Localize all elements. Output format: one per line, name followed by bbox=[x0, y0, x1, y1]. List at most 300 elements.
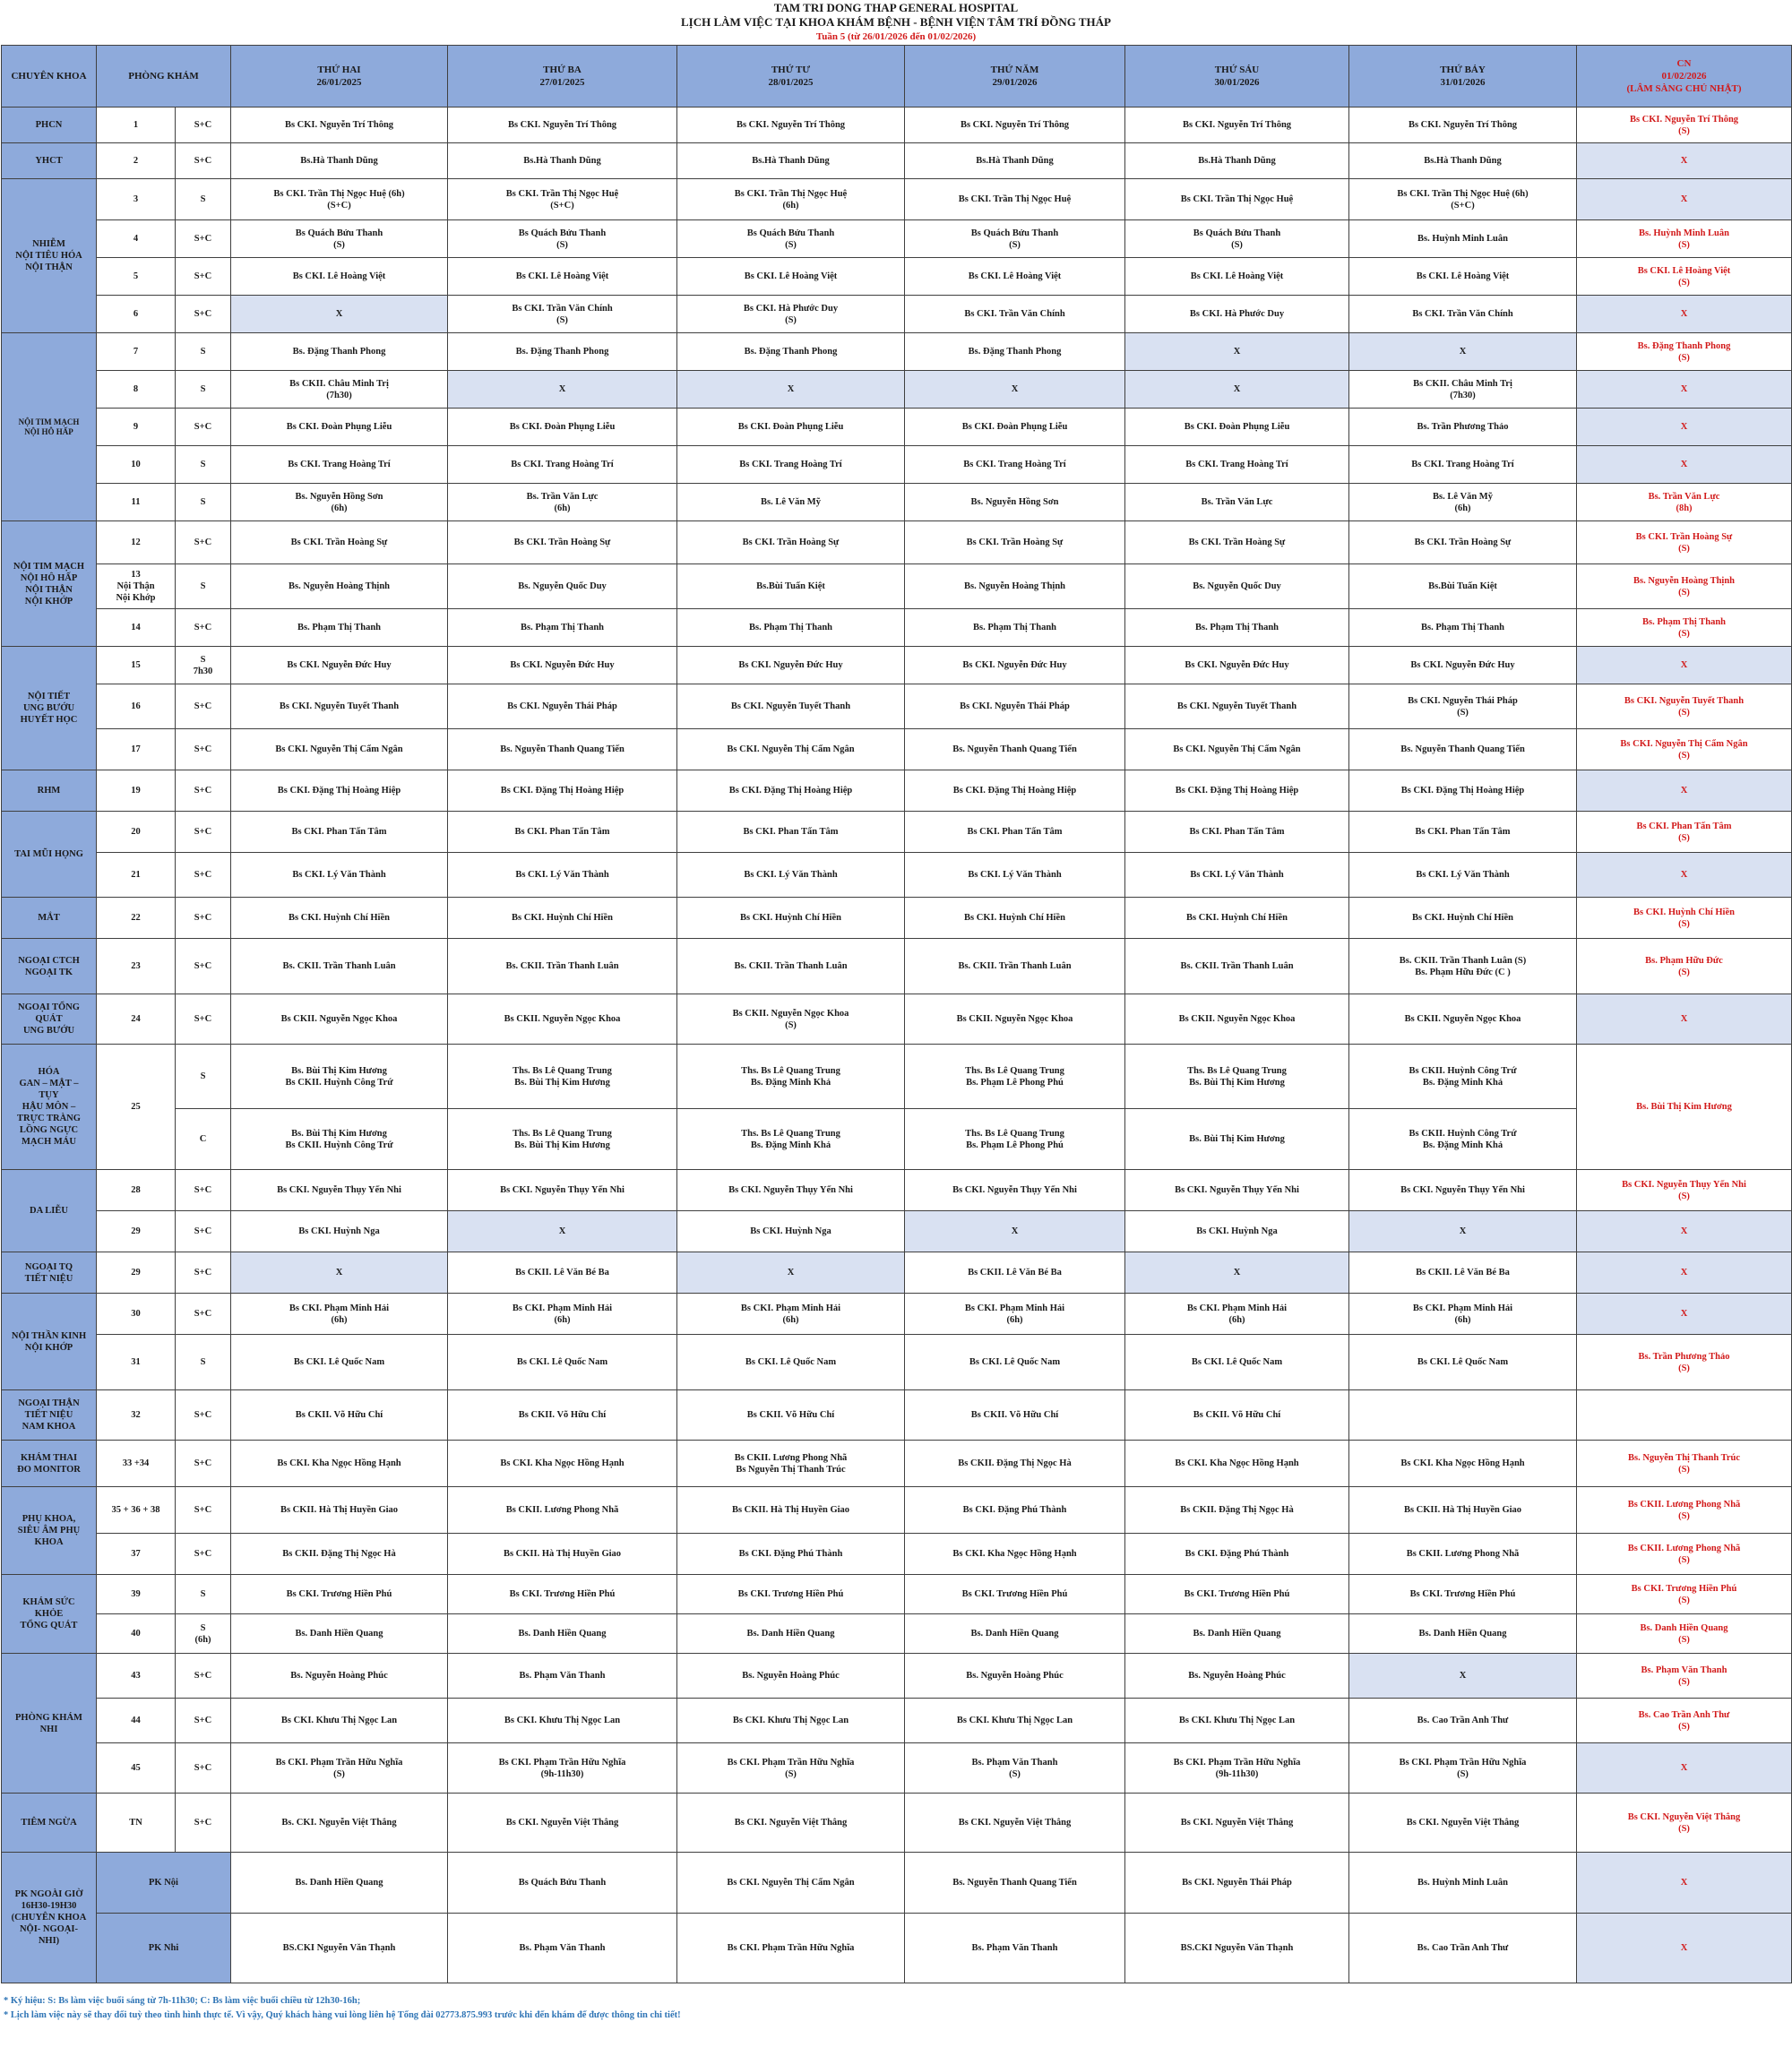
sunday-cell: X bbox=[1577, 371, 1792, 409]
doctor-cell: Bs CKI. Phan Tấn Tâm bbox=[905, 812, 1125, 853]
schedule-row bbox=[2, 521, 1792, 564]
room-number-cell: 22 bbox=[97, 898, 176, 939]
schedule-row bbox=[2, 1575, 1792, 1614]
schedule-row bbox=[2, 647, 1792, 684]
doctor-cell: Bs CKI. Lê Hoàng Việt bbox=[448, 258, 677, 296]
sunday-cell: X bbox=[1577, 1743, 1792, 1794]
doctor-cell: Ths. Bs Lê Quang Trung Bs. Bùi Thị Kim Hương bbox=[448, 1045, 677, 1109]
sunday-cell: X bbox=[1577, 994, 1792, 1045]
doctor-cell: Bs CKI. Đặng Phú Thành bbox=[905, 1487, 1125, 1534]
col-day-header bbox=[1125, 46, 1349, 108]
doctor-cell: X bbox=[1349, 333, 1577, 371]
doctor-cell: Bs CKI. Nguyễn Trí Thông bbox=[905, 108, 1125, 143]
doctor-cell: Bs CKI. Trang Hoàng Trí bbox=[448, 446, 677, 484]
schedule-row bbox=[2, 1335, 1792, 1390]
doctor-cell: Bs CKI. Trần Thị Ngọc Huệ (S+C) bbox=[448, 179, 677, 220]
schedule-row bbox=[2, 770, 1792, 812]
day-date: 31/01/2026 bbox=[1440, 77, 1486, 88]
doctor-cell: Bs CKI. Đặng Thị Hoàng Hiệp bbox=[1125, 770, 1349, 812]
department-cell: KHÁM SỨC KHỎE TỔNG QUÁT bbox=[2, 1575, 97, 1654]
session-cell: S (6h) bbox=[176, 1614, 231, 1654]
room-number-cell: 8 bbox=[97, 371, 176, 409]
doctor-cell: BS.CKI Nguyễn Văn Thạnh bbox=[231, 1914, 448, 1983]
doctor-cell: Bs CKII. Hà Thị Huyền Giao bbox=[231, 1487, 448, 1534]
schedule-row bbox=[2, 1654, 1792, 1699]
schedule-row bbox=[2, 1294, 1792, 1335]
doctor-cell: Bs CKI. Phạm Trần Hữu Nghĩa (S) bbox=[231, 1743, 448, 1794]
doctor-cell: Bs CKI. Trần Hoàng Sự bbox=[1125, 521, 1349, 564]
sunday-cell: X bbox=[1577, 1914, 1792, 1983]
room-number-cell: 6 bbox=[97, 296, 176, 333]
room-number-cell: 4 bbox=[97, 220, 176, 258]
doctor-cell: Bs CKI. Trương Hiền Phú bbox=[905, 1575, 1125, 1614]
session-cell: S bbox=[176, 179, 231, 220]
page-title: LỊCH LÀM VIỆC TẠI KHOA KHÁM BỆNH - BỆNH VIỆN TÂM TRÍ ĐỒNG THÁP bbox=[681, 15, 1111, 29]
clinic-cell: PK Nhi bbox=[97, 1914, 231, 1983]
schedule-row bbox=[2, 853, 1792, 898]
department-cell: NỘI TIM MẠCH NỘI HÔ HẤP NỘI THẬN NỘI KHỚP bbox=[2, 521, 97, 647]
doctor-cell: Bs. Phạm Thị Thanh bbox=[1125, 609, 1349, 647]
schedule-row bbox=[2, 143, 1792, 179]
schedule-row bbox=[2, 446, 1792, 484]
doctor-cell: Ths. Bs Lê Quang Trung Bs. Bùi Thị Kim Hương bbox=[1125, 1045, 1349, 1109]
doctor-cell: Bs CKI. Phan Tấn Tâm bbox=[677, 812, 905, 853]
doctor-cell: Bs. Nguyễn Quốc Duy bbox=[1125, 564, 1349, 609]
sunday-cell bbox=[1577, 1390, 1792, 1441]
doctor-cell: Bs. Phạm Thị Thanh bbox=[448, 609, 677, 647]
session-cell: S bbox=[176, 1575, 231, 1614]
department-cell: PHCN bbox=[2, 108, 97, 143]
sunday-cell: Bs CKI. Nguyễn Thụy Yến Nhi (S) bbox=[1577, 1170, 1792, 1211]
session-cell: S+C bbox=[176, 143, 231, 179]
doctor-cell: Bs. Lê Văn Mỹ (6h) bbox=[1349, 484, 1577, 521]
day-name: THỨ HAI bbox=[317, 65, 361, 75]
sunday-cell: Bs. Phạm Thị Thanh (S) bbox=[1577, 609, 1792, 647]
disclaimer-note: * Lịch làm việc này sẽ thay đổi tuỳ theo tình hình thực tế. Vì vậy, Quý khách hàng vui lòng liên hệ Tổng đài 02773.875.993 trước khi đến khám để được thông tin chi tiết! bbox=[4, 2010, 681, 2020]
doctor-cell: Bs CKI. Nguyễn Thụy Yến Nhi bbox=[1349, 1170, 1577, 1211]
doctor-cell: Bs CKI. Nguyễn Đức Huy bbox=[1125, 647, 1349, 684]
sunday-cell: Bs CKII. Lương Phong Nhã (S) bbox=[1577, 1487, 1792, 1534]
session-cell: S bbox=[176, 1335, 231, 1390]
session-cell: S+C bbox=[176, 1534, 231, 1575]
room-number-cell: 11 bbox=[97, 484, 176, 521]
schedule-row bbox=[2, 484, 1792, 521]
doctor-cell: Bs Quách Bửu Thanh (S) bbox=[905, 220, 1125, 258]
doctor-cell: Bs CKI. Phạm Trần Hữu Nghĩa (9h-11h30) bbox=[448, 1743, 677, 1794]
hospital-name: TAM TRI DONG THAP GENERAL HOSPITAL bbox=[773, 1, 1019, 14]
doctor-cell: Bs CKI. Khưu Thị Ngọc Lan bbox=[1125, 1699, 1349, 1743]
doctor-cell: Bs CKI. Lê Hoàng Việt bbox=[1125, 258, 1349, 296]
room-number-cell: 19 bbox=[97, 770, 176, 812]
doctor-cell: Bs CKII. Lương Phong Nhã bbox=[1349, 1534, 1577, 1575]
doctor-cell: X bbox=[677, 371, 905, 409]
doctor-cell: Bs. CKII. Trần Thanh Luân bbox=[1125, 939, 1349, 994]
doctor-cell: Bs CKI. Hà Phước Duy bbox=[1125, 296, 1349, 333]
doctor-cell: X bbox=[1125, 333, 1349, 371]
session-cell: S+C bbox=[176, 220, 231, 258]
department-cell: NGOẠI THẬN TIẾT NIỆU NAM KHOA bbox=[2, 1390, 97, 1441]
doctor-cell: Bs CKI. Đặng Thị Hoàng Hiệp bbox=[677, 770, 905, 812]
doctor-cell: Bs CKI. Đặng Thị Hoàng Hiệp bbox=[905, 770, 1125, 812]
doctor-cell: Bs CKI. Nguyễn Đức Huy bbox=[905, 647, 1125, 684]
doctor-cell: Bs. Nguyễn Hoàng Phúc bbox=[905, 1654, 1125, 1699]
sunday-cell: X bbox=[1577, 179, 1792, 220]
session-cell: S bbox=[176, 333, 231, 371]
session-cell: S bbox=[176, 371, 231, 409]
col-day-header bbox=[231, 46, 448, 108]
doctor-cell: Ths. Bs Lê Quang Trung Bs. Bùi Thị Kim Hương bbox=[448, 1109, 677, 1170]
doctor-cell: Bs CKI. Kha Ngọc Hồng Hạnh bbox=[1125, 1441, 1349, 1487]
doctor-cell: Bs. Danh Hiền Quang bbox=[1125, 1614, 1349, 1654]
session-cell: S+C bbox=[176, 1487, 231, 1534]
sunday-cell: Bs. Nguyễn Hoàng Thịnh (S) bbox=[1577, 564, 1792, 609]
schedule-row bbox=[2, 1252, 1792, 1294]
sunday-cell: X bbox=[1577, 1294, 1792, 1335]
session-cell: S+C bbox=[176, 1294, 231, 1335]
doctor-cell: Bs CKII. Nguyễn Ngọc Khoa bbox=[1125, 994, 1349, 1045]
doctor-cell: Bs. Nguyễn Hoàng Phúc bbox=[677, 1654, 905, 1699]
session-cell: S 7h30 bbox=[176, 647, 231, 684]
room-number-cell: 1 bbox=[97, 108, 176, 143]
doctor-cell: Bs CKI. Trần Thị Ngọc Huệ (6h) bbox=[677, 179, 905, 220]
doctor-cell: Bs CKI. Phạm Trần Hữu Nghĩa (S) bbox=[1349, 1743, 1577, 1794]
schedule-row bbox=[2, 898, 1792, 939]
doctor-cell: Bs CKI. Trang Hoàng Trí bbox=[1349, 446, 1577, 484]
doctor-cell: Bs CKI. Kha Ngọc Hồng Hạnh bbox=[448, 1441, 677, 1487]
doctor-cell: Bs CKI. Nguyễn Thái Pháp bbox=[1125, 1853, 1349, 1914]
sunday-cell: Bs CKI. Nguyễn Thị Cẩm Ngân (S) bbox=[1577, 729, 1792, 770]
col-day-header bbox=[905, 46, 1125, 108]
department-cell: NGOẠI TQ TIẾT NIỆU bbox=[2, 1252, 97, 1294]
day-date: 30/01/2026 bbox=[1214, 77, 1260, 88]
doctor-cell: Bs. Phạm Thị Thanh bbox=[1349, 609, 1577, 647]
department-cell: NỘI THẦN KINH NỘI KHỚP bbox=[2, 1294, 97, 1390]
room-number-cell: 12 bbox=[97, 521, 176, 564]
session-cell: S+C bbox=[176, 1211, 231, 1252]
schedule-row bbox=[2, 220, 1792, 258]
sunday-cell: X bbox=[1577, 1252, 1792, 1294]
doctor-cell: Bs Quách Bửu Thanh (S) bbox=[448, 220, 677, 258]
doctor-cell: Bs. Huỳnh Minh Luân bbox=[1349, 1853, 1577, 1914]
room-number-cell: 25 bbox=[97, 1045, 176, 1170]
sunday-cell: X bbox=[1577, 143, 1792, 179]
doctor-cell: Bs CKI. Trần Thị Ngọc Huệ bbox=[1125, 179, 1349, 220]
room-number-cell: 15 bbox=[97, 647, 176, 684]
doctor-cell: Bs CKI. Khưu Thị Ngọc Lan bbox=[448, 1699, 677, 1743]
sunday-cell: X bbox=[1577, 647, 1792, 684]
doctor-cell: Bs. CKII. Trần Thanh Luân bbox=[677, 939, 905, 994]
session-cell: S+C bbox=[176, 108, 231, 143]
doctor-cell: Bs CKI. Nguyễn Thái Pháp bbox=[448, 684, 677, 729]
doctor-cell: Bs. Nguyễn Hoàng Thịnh bbox=[905, 564, 1125, 609]
doctor-cell: Bs CKI. Lý Văn Thành bbox=[448, 853, 677, 898]
doctor-cell: Bs CKI. Lý Văn Thành bbox=[1125, 853, 1349, 898]
doctor-cell: Bs CKII. Hà Thị Huyền Giao bbox=[677, 1487, 905, 1534]
doctor-cell: Bs CKII. Nguyễn Ngọc Khoa (S) bbox=[677, 994, 905, 1045]
department-cell: TAI MŨI HỌNG bbox=[2, 812, 97, 898]
schedule-row bbox=[2, 371, 1792, 409]
schedule-row bbox=[2, 1743, 1792, 1794]
day-name: THỨ SÁU bbox=[1214, 65, 1260, 75]
doctor-cell: Bs CKI. Nguyễn Tuyết Thanh bbox=[1125, 684, 1349, 729]
doctor-cell: Bs. Nguyễn Hồng Sơn (6h) bbox=[231, 484, 448, 521]
schedule-row bbox=[2, 258, 1792, 296]
doctor-cell: Bs CKII. Võ Hữu Chí bbox=[677, 1390, 905, 1441]
room-number-cell: 45 bbox=[97, 1743, 176, 1794]
doctor-cell: Bs. Phạm Thị Thanh bbox=[231, 609, 448, 647]
sunday-cell: X bbox=[1577, 1211, 1792, 1252]
schedule-row bbox=[2, 729, 1792, 770]
doctor-cell: Bs CKI. Trương Hiền Phú bbox=[677, 1575, 905, 1614]
doctor-cell: Bs CKI. Phạm Minh Hải (6h) bbox=[677, 1294, 905, 1335]
doctor-cell: Bs CKI. Nguyễn Thái Pháp (S) bbox=[1349, 684, 1577, 729]
doctor-cell: Bs. Danh Hiền Quang bbox=[905, 1614, 1125, 1654]
doctor-cell: Bs.Hà Thanh Dũng bbox=[1349, 143, 1577, 179]
doctor-cell: Bs CKII. Võ Hữu Chí bbox=[231, 1390, 448, 1441]
doctor-cell: Bs CKI. Nguyễn Trí Thông bbox=[1125, 108, 1349, 143]
sunday-cell: X bbox=[1577, 409, 1792, 446]
doctor-cell: Bs CKI. Lê Hoàng Việt bbox=[905, 258, 1125, 296]
doctor-cell: Bs CKI. Nguyễn Đức Huy bbox=[448, 647, 677, 684]
sunday-cell: Bs CKI. Nguyễn Tuyết Thanh (S) bbox=[1577, 684, 1792, 729]
doctor-cell: Bs Quách Bửu Thanh (S) bbox=[1125, 220, 1349, 258]
room-number-cell: 23 bbox=[97, 939, 176, 994]
doctor-cell: Bs CKI. Huỳnh Chí Hiền bbox=[448, 898, 677, 939]
room-number-cell: 2 bbox=[97, 143, 176, 179]
room-number-cell: 30 bbox=[97, 1294, 176, 1335]
sunday-cell: Bs. Cao Trần Anh Thư (S) bbox=[1577, 1699, 1792, 1743]
doctor-cell: Bs CKII. Nguyễn Ngọc Khoa bbox=[231, 994, 448, 1045]
footer-notes bbox=[0, 1994, 1792, 2023]
room-number-cell: 32 bbox=[97, 1390, 176, 1441]
doctor-cell: Bs CKI. Huỳnh Chí Hiền bbox=[1349, 898, 1577, 939]
doctor-cell: X bbox=[1125, 1252, 1349, 1294]
col-dept-header: CHUYÊN KHOA bbox=[2, 46, 97, 108]
room-number-cell: 37 bbox=[97, 1534, 176, 1575]
doctor-cell: Bs. Nguyễn Hoàng Phúc bbox=[1125, 1654, 1349, 1699]
doctor-cell: Bs CKI. Đặng Phú Thành bbox=[1125, 1534, 1349, 1575]
doctor-cell: X bbox=[1349, 1211, 1577, 1252]
schedule-row bbox=[2, 1699, 1792, 1743]
doctor-cell: Bs CKI. Trần Hoàng Sự bbox=[448, 521, 677, 564]
schedule-row bbox=[2, 1109, 1792, 1170]
session-cell: S+C bbox=[176, 258, 231, 296]
doctor-cell: Bs CKI. Khưu Thị Ngọc Lan bbox=[677, 1699, 905, 1743]
doctor-cell: Bs. CKII. Trần Thanh Luân (S) Bs. Phạm Hữu Đức (C ) bbox=[1349, 939, 1577, 994]
schedule-row bbox=[2, 1441, 1792, 1487]
doctor-cell: Bs CKII. Lương Phong Nhã bbox=[448, 1487, 677, 1534]
day-name: CN bbox=[1676, 58, 1692, 69]
doctor-cell: Bs CKI. Huỳnh Nga bbox=[677, 1211, 905, 1252]
doctor-cell: Bs CKI. Phạm Trần Hữu Nghĩa (9h-11h30) bbox=[1125, 1743, 1349, 1794]
doctor-cell: Bs CKI. Lê Quốc Nam bbox=[448, 1335, 677, 1390]
doctor-cell: Bs. Đặng Thanh Phong bbox=[231, 333, 448, 371]
doctor-cell: Bs CKII. Lê Văn Bé Ba bbox=[1349, 1252, 1577, 1294]
department-cell: PHÒNG KHÁM NHI bbox=[2, 1654, 97, 1794]
sunday-note: (LÂM SÀNG CHỦ NHẬT) bbox=[1626, 83, 1742, 94]
doctor-cell: Bs CKI. Nguyễn Việt Thắng bbox=[905, 1794, 1125, 1853]
session-cell: S+C bbox=[176, 729, 231, 770]
doctor-cell: Bs CKII. Võ Hữu Chí bbox=[1125, 1390, 1349, 1441]
doctor-cell: BS.CKI Nguyễn Văn Thạnh bbox=[1125, 1914, 1349, 1983]
session-cell: S+C bbox=[176, 939, 231, 994]
doctor-cell: Bs CKI. Đoàn Phụng Liễu bbox=[1125, 409, 1349, 446]
day-date: 26/01/2025 bbox=[316, 77, 362, 88]
doctor-cell: Bs. Phạm Văn Thanh bbox=[448, 1914, 677, 1983]
doctor-cell: Bs. Phạm Thị Thanh bbox=[677, 609, 905, 647]
doctor-cell: Bs CKI. Phạm Trần Hữu Nghĩa bbox=[677, 1914, 905, 1983]
room-number-cell: 28 bbox=[97, 1170, 176, 1211]
room-number-cell: 7 bbox=[97, 333, 176, 371]
schedule-row bbox=[2, 684, 1792, 729]
doctor-cell: Bs. Đặng Thanh Phong bbox=[905, 333, 1125, 371]
doctor-cell: Bs. Danh Hiền Quang bbox=[1349, 1614, 1577, 1654]
room-number-cell: 29 bbox=[97, 1252, 176, 1294]
doctor-cell: Bs CKI. Lý Văn Thành bbox=[905, 853, 1125, 898]
doctor-cell: Bs CKII. Đặng Thị Ngọc Hà bbox=[1125, 1487, 1349, 1534]
sunday-cell: Bs CKI. Lê Hoàng Việt (S) bbox=[1577, 258, 1792, 296]
doctor-cell: Bs CKI. Phạm Trần Hữu Nghĩa (S) bbox=[677, 1743, 905, 1794]
session-cell: S+C bbox=[176, 521, 231, 564]
doctor-cell: Bs. Đặng Thanh Phong bbox=[677, 333, 905, 371]
sunday-cell: X bbox=[1577, 1853, 1792, 1914]
doctor-cell: Ths. Bs Lê Quang Trung Bs. Phạm Lê Phong Phú bbox=[905, 1109, 1125, 1170]
doctor-cell: Bs. Bùi Thị Kim Hương bbox=[1125, 1109, 1349, 1170]
schedule-row bbox=[2, 333, 1792, 371]
doctor-cell: Bs.Hà Thanh Dũng bbox=[905, 143, 1125, 179]
sunday-cell: Bs. Nguyễn Thị Thanh Trúc (S) bbox=[1577, 1441, 1792, 1487]
day-date: 29/01/2026 bbox=[992, 77, 1038, 88]
department-cell: PK NGOÀI GIỜ 16H30-19H30 (CHUYÊN KHOA NỘI- NGOẠI- NHI) bbox=[2, 1853, 97, 1983]
doctor-cell: Bs. Nguyễn Thanh Quang Tiến bbox=[905, 1853, 1125, 1914]
room-number-cell: 10 bbox=[97, 446, 176, 484]
session-cell: S+C bbox=[176, 609, 231, 647]
department-cell: MẮT bbox=[2, 898, 97, 939]
room-number-cell: TN bbox=[97, 1794, 176, 1853]
doctor-cell: X bbox=[1125, 371, 1349, 409]
sunday-cell: X bbox=[1577, 296, 1792, 333]
doctor-cell: X bbox=[905, 1211, 1125, 1252]
day-date: 27/01/2025 bbox=[539, 77, 585, 88]
doctor-cell: Bs. Nguyễn Hồng Sơn bbox=[905, 484, 1125, 521]
session-cell: S+C bbox=[176, 812, 231, 853]
session-cell: S+C bbox=[176, 1743, 231, 1794]
doctor-cell: Bs CKI. Phan Tấn Tâm bbox=[1349, 812, 1577, 853]
doctor-cell: Bs CKI. Nguyễn Trí Thông bbox=[677, 108, 905, 143]
schedule-row bbox=[2, 1853, 1792, 1914]
doctor-cell: Bs. Nguyễn Thanh Quang Tiến bbox=[448, 729, 677, 770]
schedule-row bbox=[2, 1211, 1792, 1252]
doctor-cell: Bs CKI. Phan Tấn Tâm bbox=[231, 812, 448, 853]
doctor-cell: Bs CKI. Trần Văn Chính bbox=[1349, 296, 1577, 333]
doctor-cell bbox=[1349, 1390, 1577, 1441]
doctor-cell: Bs CKII. Võ Hữu Chí bbox=[448, 1390, 677, 1441]
doctor-cell: Bs CKII. Nguyễn Ngọc Khoa bbox=[905, 994, 1125, 1045]
doctor-cell: Bs CKI. Đoàn Phụng Liễu bbox=[677, 409, 905, 446]
doctor-cell: Bs CKI. Nguyễn Trí Thông bbox=[1349, 108, 1577, 143]
doctor-cell: Bs CKI. Nguyễn Thụy Yến Nhi bbox=[231, 1170, 448, 1211]
doctor-cell: Bs CKI. Lê Hoàng Việt bbox=[1349, 258, 1577, 296]
doctor-cell: Ths. Bs Lê Quang Trung Bs. Đặng Minh Khả bbox=[677, 1109, 905, 1170]
doctor-cell: Bs. Phạm Văn Thanh (S) bbox=[905, 1743, 1125, 1794]
doctor-cell: Bs CKII. Huỳnh Công Trứ Bs. Đặng Minh Khả bbox=[1349, 1109, 1577, 1170]
doctor-cell: Bs CKII. Nguyễn Ngọc Khoa bbox=[1349, 994, 1577, 1045]
schedule-row bbox=[2, 939, 1792, 994]
sunday-cell: Bs. Trần Văn Lực (8h) bbox=[1577, 484, 1792, 521]
doctor-cell: Bs CKI. Trang Hoàng Trí bbox=[677, 446, 905, 484]
header-row bbox=[2, 46, 1792, 108]
doctor-cell: Bs CKII. Châu Minh Trị (7h30) bbox=[231, 371, 448, 409]
session-cell: S bbox=[176, 446, 231, 484]
doctor-cell: Bs CKI. Nguyễn Thị Cẩm Ngân bbox=[677, 1853, 905, 1914]
doctor-cell: Bs CKI. Trương Hiền Phú bbox=[448, 1575, 677, 1614]
doctor-cell: Bs CKI. Kha Ngọc Hồng Hạnh bbox=[905, 1534, 1125, 1575]
doctor-cell: Bs CKI. Nguyễn Thụy Yến Nhi bbox=[1125, 1170, 1349, 1211]
doctor-cell: Ths. Bs Lê Quang Trung Bs. Phạm Lê Phong Phú bbox=[905, 1045, 1125, 1109]
doctor-cell: Bs CKI. Trần Văn Chính (S) bbox=[448, 296, 677, 333]
room-number-cell: 39 bbox=[97, 1575, 176, 1614]
doctor-cell: X bbox=[231, 1252, 448, 1294]
day-name: THỨ BẢY bbox=[1440, 65, 1486, 75]
department-cell: KHÁM THAI ĐO MONITOR bbox=[2, 1441, 97, 1487]
doctor-cell: Bs CKI. Trần Hoàng Sự bbox=[905, 521, 1125, 564]
doctor-cell: Bs CKI. Lý Văn Thành bbox=[677, 853, 905, 898]
doctor-cell: Bs.Hà Thanh Dũng bbox=[677, 143, 905, 179]
doctor-cell: Bs.Hà Thanh Dũng bbox=[231, 143, 448, 179]
doctor-cell: Bs CKI. Đặng Thị Hoàng Hiệp bbox=[231, 770, 448, 812]
department-cell: HÓA GAN – MẬT – TỤY HẬU MÔN – TRỰC TRÀNG LỒNG NGỰC MẠCH MÁU bbox=[2, 1045, 97, 1170]
department-cell: RHM bbox=[2, 770, 97, 812]
doctor-cell: Bs CKII. Lê Văn Bé Ba bbox=[905, 1252, 1125, 1294]
doctor-cell: Bs CKI. Nguyễn Thụy Yến Nhi bbox=[905, 1170, 1125, 1211]
doctor-cell: Bs. Cao Trần Anh Thư bbox=[1349, 1699, 1577, 1743]
doctor-cell: Bs. Nguyễn Hoàng Thịnh bbox=[231, 564, 448, 609]
room-number-cell: 3 bbox=[97, 179, 176, 220]
day-date: 28/01/2025 bbox=[768, 77, 814, 88]
room-number-cell: 31 bbox=[97, 1335, 176, 1390]
sunday-cell: Bs. Đặng Thanh Phong (S) bbox=[1577, 333, 1792, 371]
doctor-cell: Bs CKI. Nguyễn Đức Huy bbox=[1349, 647, 1577, 684]
doctor-cell: Bs. Nguyễn Quốc Duy bbox=[448, 564, 677, 609]
doctor-cell: Bs CKII. Võ Hữu Chí bbox=[905, 1390, 1125, 1441]
doctor-cell: Bs CKII. Châu Minh Trị (7h30) bbox=[1349, 371, 1577, 409]
room-number-cell: 17 bbox=[97, 729, 176, 770]
doctor-cell: Bs. CKII. Trần Thanh Luân bbox=[448, 939, 677, 994]
department-cell: NỘI TIẾT UNG BƯỚU HUYẾT HỌC bbox=[2, 647, 97, 770]
session-cell: S+C bbox=[176, 1699, 231, 1743]
doctor-cell: Bs. Nguyễn Thanh Quang Tiến bbox=[905, 729, 1125, 770]
doctor-cell: Bs CKI. Lý Văn Thành bbox=[231, 853, 448, 898]
doctor-cell: Bs CKI. Lê Hoàng Việt bbox=[677, 258, 905, 296]
doctor-cell: Bs.Bùi Tuấn Kiệt bbox=[677, 564, 905, 609]
doctor-cell: Bs Quách Bửu Thanh (S) bbox=[677, 220, 905, 258]
doctor-cell: Bs CKI. Nguyễn Đức Huy bbox=[231, 647, 448, 684]
schedule-row bbox=[2, 1170, 1792, 1211]
doctor-cell: Bs. Nguyễn Hoàng Phúc bbox=[231, 1654, 448, 1699]
doctor-cell: Bs. Phạm Văn Thanh bbox=[905, 1914, 1125, 1983]
legend-note: * Ký hiệu: S: Bs làm việc buổi sáng từ 7h-11h30; C: Bs làm việc buổi chiều từ 12h30-16h; bbox=[4, 1996, 361, 2006]
doctor-cell: Bs. CKII. Trần Thanh Luân bbox=[231, 939, 448, 994]
doctor-cell: Bs CKI. Đặng Thị Hoàng Hiệp bbox=[448, 770, 677, 812]
doctor-cell: Bs CKI. Kha Ngọc Hồng Hạnh bbox=[1349, 1441, 1577, 1487]
doctor-cell: Bs. Danh Hiền Quang bbox=[231, 1853, 448, 1914]
doctor-cell: Bs CKI. Lý Văn Thành bbox=[1349, 853, 1577, 898]
doctor-cell: Bs CKI. Đoàn Phụng Liễu bbox=[448, 409, 677, 446]
schedule-row bbox=[2, 1534, 1792, 1575]
sunday-cell: Bs. Danh Hiền Quang (S) bbox=[1577, 1614, 1792, 1654]
department-cell: YHCT bbox=[2, 143, 97, 179]
room-number-cell: 40 bbox=[97, 1614, 176, 1654]
